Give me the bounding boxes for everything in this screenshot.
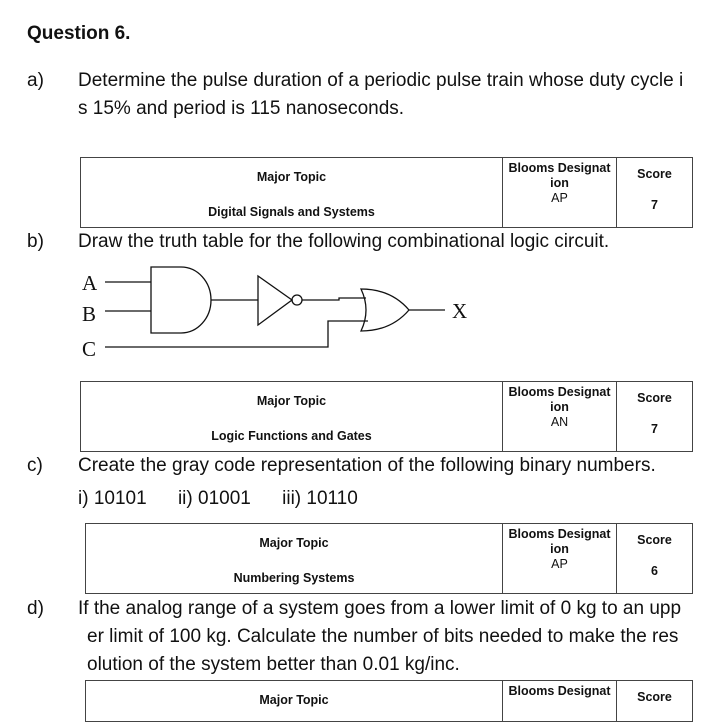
score-header: Score [637, 533, 672, 547]
or-gate-symbol [361, 289, 409, 331]
blooms-header-cont: ion [550, 400, 569, 414]
part-c-line-1: Create the gray code representation of the following binary numbers. [78, 455, 656, 476]
part-b-text [78, 228, 609, 256]
part-b-meta-table [80, 381, 693, 452]
subpart-ii: ii) 01001 [177, 488, 251, 509]
part-d-text [78, 595, 681, 679]
part-b-label: b) [27, 231, 44, 252]
score-value: 7 [651, 198, 658, 212]
major-topic-value: Logic Functions and Gates [211, 429, 372, 443]
score-header: Score [637, 391, 672, 405]
major-topic-header: Major Topic [259, 693, 329, 707]
input-label-c: C [82, 337, 97, 361]
part-d-meta-table [85, 680, 693, 722]
question-title: Question 6. [27, 23, 131, 44]
score-cell [617, 681, 693, 722]
part-d-label: d) [27, 598, 44, 619]
part-a-line-2: s 15% and period is 115 nanoseconds. [78, 98, 405, 119]
major-topic-cell [81, 382, 503, 452]
input-label-b: B [82, 302, 97, 326]
score-header: Score [637, 167, 672, 181]
input-label-a: A [82, 271, 98, 295]
blooms-header-cont: ion [550, 176, 569, 190]
blooms-header-cont: ion [550, 542, 569, 556]
subpart-i: i) 10101 [78, 488, 147, 509]
part-d-line-3: olution of the system better than 0.01 kg/inc. [87, 654, 460, 675]
part-b-line-1: Draw the truth table for the following combinational logic circuit. [78, 231, 610, 252]
blooms-cell [503, 382, 617, 452]
blooms-header: Blooms Designat [508, 527, 611, 541]
blooms-value: AP [551, 557, 568, 571]
score-header: Score [637, 690, 672, 704]
major-topic-cell [86, 681, 503, 722]
not-gate-symbol [258, 276, 292, 325]
blooms-cell [503, 524, 617, 594]
logic-circuit-diagram [75, 258, 495, 368]
score-cell [617, 382, 693, 452]
part-d-line-1: If the analog range of a system goes from a lower limit of 0 kg to an upp [78, 598, 682, 619]
part-a-label: a) [27, 70, 44, 91]
blooms-cell [503, 158, 617, 228]
and-gate-symbol [151, 267, 211, 333]
major-topic-cell [86, 524, 503, 594]
part-d-line-2: er limit of 100 kg. Calculate the number of bits needed to make the res [87, 626, 679, 647]
major-topic-header: Major Topic [256, 170, 327, 184]
major-topic-header: Major Topic [259, 536, 329, 550]
score-cell [617, 158, 693, 228]
wire-c [105, 321, 368, 347]
wire-not-to-or [302, 298, 366, 300]
score-value: 7 [651, 422, 658, 436]
score-value: 6 [651, 564, 658, 578]
major-topic-value: Numbering Systems [233, 571, 355, 585]
subpart-iii: iii) 10110 [282, 488, 358, 509]
major-topic-value: Digital Signals and Systems [208, 205, 375, 219]
part-a-meta-table [80, 157, 693, 228]
part-a-line-1: Determine the pulse duration of a periodic pulse train whose duty cycle i [78, 70, 684, 91]
major-topic-header: Major Topic [256, 394, 327, 408]
output-label-x: X [452, 299, 468, 323]
part-c-meta-table [85, 523, 693, 594]
part-a-text [78, 67, 683, 123]
blooms-value: AP [551, 191, 568, 205]
major-topic-cell [81, 158, 503, 228]
score-cell [617, 524, 693, 594]
part-c-label: c) [27, 455, 43, 476]
part-c-subparts [78, 488, 384, 510]
blooms-header: Blooms Designat [508, 161, 611, 175]
blooms-value: AN [550, 415, 569, 429]
blooms-header: Blooms Designat [508, 385, 611, 399]
blooms-cell [503, 681, 617, 722]
part-c-text [78, 452, 656, 480]
inverter-bubble [292, 295, 302, 305]
blooms-header: Blooms Designat [508, 684, 611, 698]
